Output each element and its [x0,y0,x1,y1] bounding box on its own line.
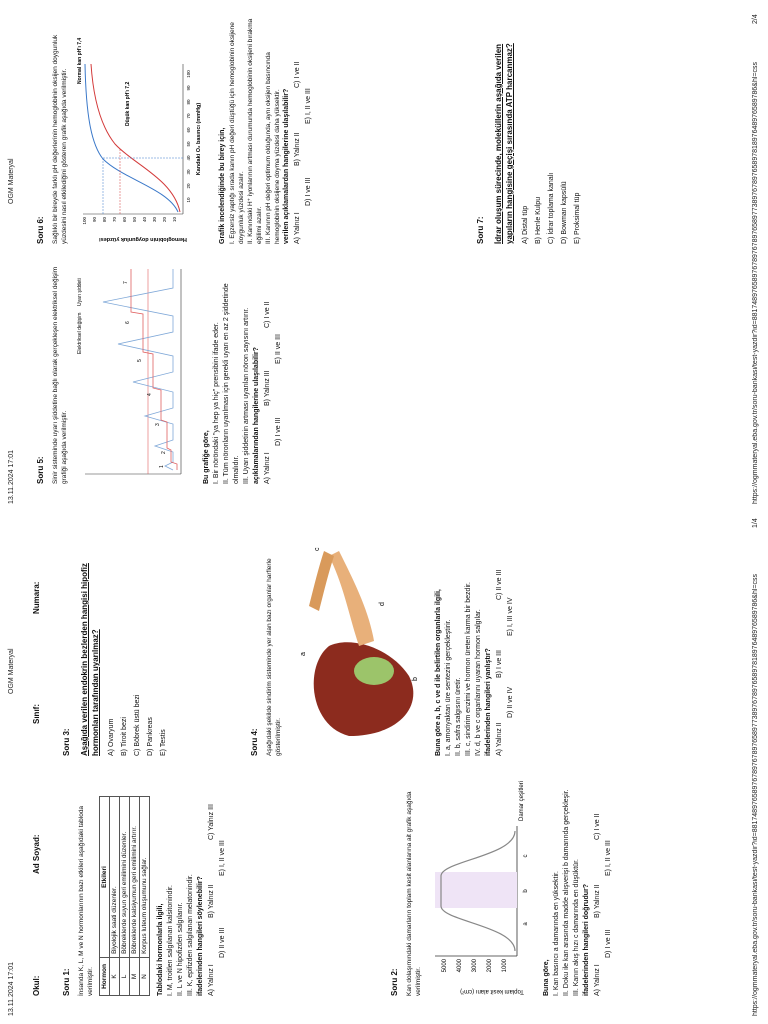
table-row [110,797,120,996]
question-1 [62,776,230,996]
table-row [120,797,130,996]
legend-stimulus: Uyarı şiddeti [77,278,83,306]
q5-statement: I. Bir nöröndaki "ya hep ya hiç" prensibini ifade eder. [213,322,220,484]
number-label: Numara: [32,581,41,614]
q1-statement: III. K, epifizden salgılanan melatonindir. [187,874,194,996]
liver-shape [314,642,414,736]
q3-question: Aşağıda verilen endokrin bezlerden hangisi hipofiz hormonları tarafından uyarılmaz? [80,563,100,756]
stimulus-number: 5 [137,359,143,362]
cell-hormone: M [130,957,140,995]
q2-option-e[interactable]: E) I, II ve III [605,840,612,876]
legend-electric: Elektriksel değişim [77,312,83,354]
q6-lead: Grafik incelendiğinde bu birey için, [219,127,226,244]
q6-option-e[interactable]: E) I, II ve III [305,88,312,124]
q6-xtick: 60 [186,127,191,133]
q7-option-c[interactable]: C) İdrar toplama kanalı [548,172,555,244]
q6-title: Soru 6: [36,216,45,244]
electric-change-line [103,269,173,470]
q2-question: ifadelerinden hangileri doğrudur? [583,883,590,996]
hormone-table [99,796,150,996]
q3-option-d[interactable]: D) Pankreas [147,717,154,756]
q2-ytick: 4000 [457,959,463,973]
q2-xtick: c [523,854,529,858]
q6-xtick: 10 [186,197,191,203]
question-3 [62,526,169,756]
q6-ytick: 40 [142,217,147,223]
q5-option-a[interactable]: A) Yalnız I [264,452,271,484]
q6-xlabel: Kandaki O₂ basıncı (mmHg) [196,102,202,176]
q6-option-b[interactable]: B) Yalnız II [294,132,301,166]
q6-option-d[interactable]: D) I ve III [305,177,312,206]
q7-option-e[interactable]: E) Proksimal tüp [574,192,581,244]
page2-number: 2/4 [752,14,759,24]
q4-statement: II. b, safra salgısını üretir. [455,677,462,756]
q6-ytick: 50 [132,217,137,223]
q4-statement: I. a, amonyaktan üre sentezini gerçekleştirir. [445,619,452,756]
q4-title: Soru 4: [250,728,259,756]
q5-option-d[interactable]: D) I ve III [275,417,282,446]
vessel-area-chart [427,776,537,996]
q6-ytick: 10 [172,217,177,223]
q6-ytick: 90 [92,217,97,223]
q6-xtick: 30 [186,169,191,175]
q3-option-c[interactable]: C) Böbrek üstü bezi [134,694,141,756]
q2-statement: I. Kan basıncı a damarında en yüksektir. [553,871,560,996]
q2-text: Kan dolaşımındaki damarların toplam kesit alanlarına ait grafik aşağıda verilmiştir. [406,791,422,996]
cell-effect: Böbreklerde suyun geri emilimini düzenler. [120,797,130,958]
q2-title: Soru 2: [390,968,399,996]
q4-option-d[interactable]: D) II ve IV [507,686,514,718]
q2-xtick: b [523,889,529,893]
q6-ytick: 60 [122,217,127,223]
question-5 [36,254,286,484]
q2-option-b[interactable]: B) Yalnız II [594,884,601,918]
duodenum-shape [309,551,334,611]
q7-option-d[interactable]: D) Bowman kapsülü [561,181,568,244]
stimulus-number: 6 [125,321,131,324]
organ-label-b: b [412,677,419,681]
q6-ylabel: Hemoglobinin doygunluk yüzdesi [99,236,187,242]
q6-ytick: 30 [152,217,157,223]
question-6 [36,14,316,244]
stimulus-number: 2 [161,451,167,454]
page2-url[interactable]: https://ogmmateryal.eba.gov.tr/soru-bankasi/test-yazdir?id=881748976589767897678976589773897678976589781897648976589786&hl=css [752,62,759,504]
q6-ytick: 100 [82,217,87,225]
q2-ytick: 1000 [502,959,508,973]
q4-statement: III. c, sindirim enzimi ve hormon üreten karma bir bezdir. [465,582,472,756]
oxygen-saturation-graph [73,19,213,244]
q3-option-a[interactable]: A) Ovaryum [108,718,115,756]
cell-hormone: K [110,957,120,995]
q2-ytick: 2000 [487,959,493,973]
q2-ytick: 3000 [472,959,478,973]
q4-text: Aşağıdaki şekilde sindirim sisteminde yer alan bazı organlar harflerle gösterilmiştir. [266,558,282,756]
q6-option-c[interactable]: C) I ve II [294,61,301,88]
q2-option-a[interactable]: A) Yalnız I [594,964,601,996]
page1-title: OGM Materyal [8,648,15,694]
q6-xtick: 70 [186,113,191,119]
q1-option-b[interactable]: B) Yalnız II [208,884,215,918]
pancreas-shape [329,551,374,646]
q6-xtick: 20 [186,183,191,189]
stimulus-number: 4 [147,393,153,396]
q1-title: Soru 1: [62,968,71,996]
q1-option-e[interactable]: E) I, II ve III [219,840,226,876]
label-low-ph: Düşük kan pH'ı 7,2 [125,81,131,126]
q5-lead: Bu grafiğe göre, [203,430,210,484]
q4-option-b[interactable]: B) I ve III [496,649,503,678]
q7-option-b[interactable]: B) Henle Kulpu [535,196,542,244]
q5-statement: II. Tüm nöronların uyarılması için gerekli uyarı en az 2 şiddetinde olmalıdır. [223,283,240,484]
table-row [130,797,140,996]
cell-effect: Biyolojik saati düzenler. [110,797,120,958]
q6-statement: I. Egzersiz yaptığı sırada kanın pH değeri düştüğü için hemoglobinin oksijene doygunluk yüzdesi azalır. [229,22,245,244]
table-header-effects: Etkileri [100,797,110,958]
q6-xtick: 90 [186,85,191,91]
q5-text: Sinir sisteminde uyarı şiddetine bağlı olarak gerçekleşen elektriksel değişim grafiği aşağıda verilmiştir. [52,266,68,484]
q5-question: açıklamalarından hangilerine ulaşılabilir? [253,347,260,484]
nerve-response-graph [73,264,193,484]
q2-option-d[interactable]: D) I ve III [605,929,612,958]
cell-effect: Korpus luteum oluşumunu sağlar. [140,797,150,958]
q4-lead: Buna göre a, b, c ve d ile belirtilen organlarla ilgili, [435,589,442,756]
q1-option-d[interactable]: D) II ve III [219,927,226,958]
low-ph-curve [91,64,180,212]
page1-number: 1/4 [752,518,759,528]
cell-hormone: N [140,957,150,995]
q7-option-a[interactable]: A) Distal tüp [522,205,529,244]
question-4 [250,526,518,756]
name-label: Ad Soyad: [32,834,41,874]
q5-option-b[interactable]: B) Yalnız III [264,370,271,406]
page2-date: 13.11.2024 17:01 [8,450,15,504]
q6-ytick: 20 [162,217,167,223]
page1-url[interactable]: https://ogmmateryal.eba.gov.tr/soru-bankasi/test-yazdir?id=881748976589767897678976589773897678976589781897648976589786&hl=css [752,574,759,1016]
page1-date: 13.11.2024 17:01 [8,962,15,1016]
q6-option-a[interactable]: A) Yalnız I [294,212,301,244]
q5-title: Soru 5: [36,456,45,484]
q4-statement: IV. d, b ve c organlarını uyaran hormon salgılar. [475,609,482,756]
cell-hormone: L [120,957,130,995]
q3-title: Soru 3: [62,728,71,756]
q6-xtick: 50 [186,141,191,147]
stimulus-line [131,269,177,470]
stimulus-number: 7 [123,281,129,284]
q1-statement: II. L ve N hipofizden salgılanır. [177,902,184,996]
q1-option-a[interactable]: A) Yalnız I [208,964,215,996]
q6-statement: II. Kanındaki H⁺ iyonlarının artması durumunda hemoglobinin oksijeni bırakma eğilimi azalır. [247,18,263,244]
q5-option-c[interactable]: C) I ve II [264,301,271,328]
q6-xtick: 100 [186,70,191,78]
q6-ytick: 70 [112,217,117,223]
q2-lead: Buna göre, [543,959,550,996]
question-7 [476,14,583,244]
q1-question: ifadelerinden hangileri söylenebilir? [197,876,204,996]
digestive-organs-illustration [289,536,429,756]
gallbladder-shape [354,657,394,685]
q6-xtick: 80 [186,99,191,105]
q2-xlabel: Damar çeşitleri [519,780,525,821]
q1-statement: I. M, troitlen salgılanan kalsitonindir. [167,885,174,996]
q6-xtick: 40 [186,155,191,161]
q2-ylabel: Toplam kesit alanı (cm²) [460,988,524,994]
q6-text: Sağlıklı bir bireyde farklı pH değerlerinin hemoglobinin oksijen doygunluk yüzdesini nasıl etkilediğini gösteren grafik aşağıda verilmiştir. [52,34,68,244]
q5-option-e[interactable]: E) II ve III [275,334,282,364]
q2-statement: III. Kanın akış hızı c damarında en düşüktür. [573,859,580,996]
label-normal-ph: Normal kan pH'ı 7,4 [77,37,83,84]
q3-option-b[interactable]: B) Tiroit bezi [121,717,128,756]
q6-question: verilen açıklamalardan hangilerine ulaşılabilir? [283,88,290,244]
q6-ytick: 80 [102,217,107,223]
q6-statement: III. Kanının pH değeri optimum olduğunda, aynı oksijen basıncında hemoglobinin oksijene doyma yüzdesi daha yüksektir. [265,52,281,244]
cell-effect: Böbreklerde kalsiyumun geri emilimini artırır. [130,797,140,958]
q4-question: ifadelerinden hangileri yanlıştır? [485,648,492,756]
capillary-highlight [435,872,517,908]
q2-xtick: a [523,922,529,926]
stimulus-number: 3 [155,423,161,426]
q3-option-e[interactable]: E) Testis [160,729,167,756]
q2-statement: II. Doku ile kan arasında madde alışverişi b damarında gerçekleşir. [563,789,570,996]
table-header-hormone: Hormon [100,957,110,995]
page2-title: OGM Materyal [8,158,15,204]
table-row [140,797,150,996]
normal-ph-curve [85,64,178,212]
q7-title: Soru 7: [476,216,485,244]
q4-option-c[interactable]: C) II ve III [496,569,503,600]
q2-ytick: 5000 [442,959,448,973]
school-label: Okul: [32,975,41,996]
organ-label-d: d [379,602,386,606]
q1-option-c[interactable]: C) Yalnız III [208,804,215,840]
organ-label-c: c [314,547,321,551]
q4-option-a[interactable]: A) Yalnız II [496,722,503,756]
q4-option-e[interactable]: E) I, III ve IV [507,597,514,636]
stimulus-number: 1 [159,465,165,468]
q1-lead: Tablodaki hormonlarla ilgili, [157,903,164,996]
question-2 [390,776,616,996]
class-label: Sınıf: [32,704,41,724]
q5-statement: III. Uyarı şiddetinin artması uyarılan nöron sayısını artırır. [243,307,250,484]
q7-question: İdrar oluşum sürecinde, moleküllerin aşağıda verilen yapıların hangisine geçişi sırasında ATP harcanmaz? [494,43,514,244]
q2-option-c[interactable]: C) I ve II [594,813,601,840]
q1-text: İnsanda K, L, M ve N hormonlarının bazı etkileri aşağıdaki tabloda verilmiştir. [78,805,94,996]
organ-label-a: a [300,652,307,656]
